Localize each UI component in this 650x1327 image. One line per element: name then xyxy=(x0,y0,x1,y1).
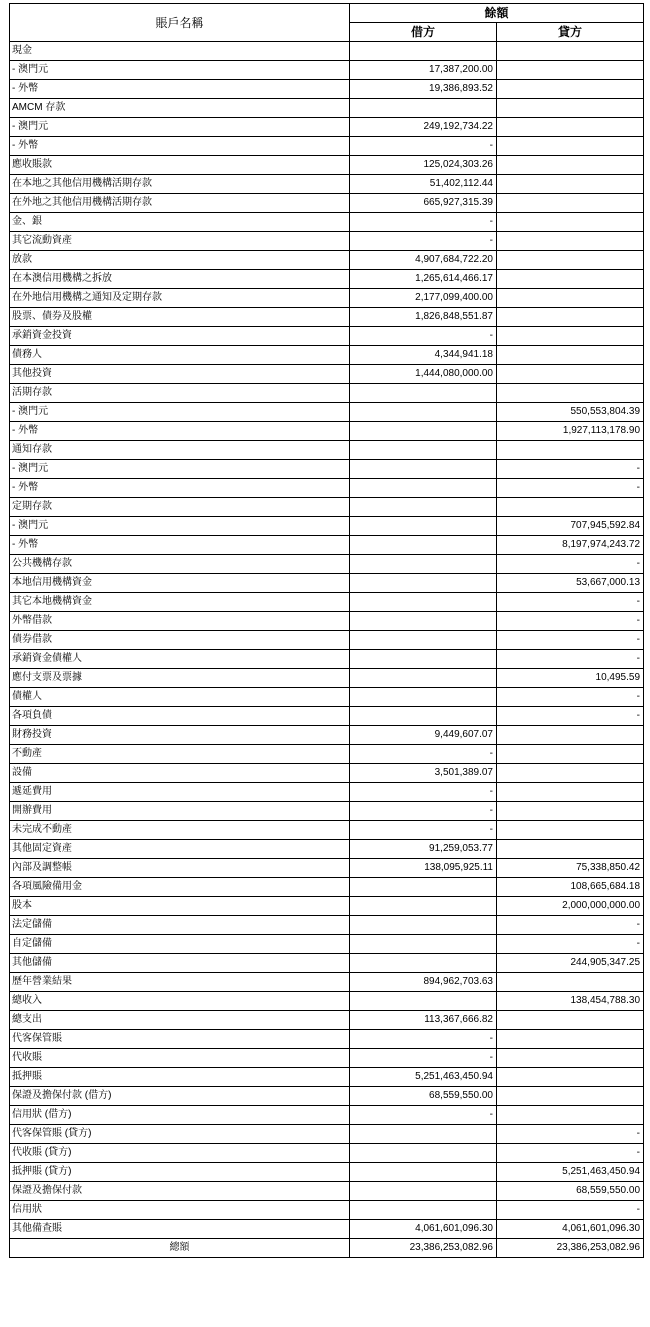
account-name-cell: 應付支票及票據 xyxy=(10,669,350,688)
table-row xyxy=(10,194,644,213)
debit-cell xyxy=(350,1144,497,1163)
account-name-cell: 定期存款 xyxy=(10,498,350,517)
table-row xyxy=(10,859,644,878)
account-name-cell: 財務投資 xyxy=(10,726,350,745)
table-row xyxy=(10,935,644,954)
debit-cell: - xyxy=(350,802,497,821)
table-row xyxy=(10,802,644,821)
debit-cell: 138,095,925.11 xyxy=(350,859,497,878)
credit-cell: - xyxy=(497,707,644,726)
table-row xyxy=(10,669,644,688)
account-name-cell: 總支出 xyxy=(10,1011,350,1030)
table-row xyxy=(10,555,644,574)
account-name-cell: 代收賬 (貸方) xyxy=(10,1144,350,1163)
account-name-cell: 其他備查賬 xyxy=(10,1220,350,1239)
credit-cell xyxy=(497,1106,644,1125)
debit-cell: - xyxy=(350,1106,497,1125)
credit-cell xyxy=(497,726,644,745)
credit-cell xyxy=(497,194,644,213)
account-name-cell: 抵押賬 xyxy=(10,1068,350,1087)
debit-cell xyxy=(350,688,497,707)
debit-cell: - xyxy=(350,821,497,840)
account-name-cell: 內部及調整帳 xyxy=(10,859,350,878)
account-name-cell: 保證及擔保付款 (借方) xyxy=(10,1087,350,1106)
credit-cell: - xyxy=(497,593,644,612)
table-row xyxy=(10,1011,644,1030)
credit-header: 貸方 xyxy=(497,23,644,42)
account-name-cell: - 外幣 xyxy=(10,479,350,498)
table-row xyxy=(10,1106,644,1125)
debit-cell xyxy=(350,669,497,688)
table-row xyxy=(10,1125,644,1144)
debit-cell: 665,927,315.39 xyxy=(350,194,497,213)
account-name-cell: - 澳門元 xyxy=(10,118,350,137)
debit-cell: 894,962,703.63 xyxy=(350,973,497,992)
credit-cell: 244,905,347.25 xyxy=(497,954,644,973)
credit-cell: - xyxy=(497,555,644,574)
table-row xyxy=(10,460,644,479)
credit-cell xyxy=(497,384,644,403)
account-name-cell: 設備 xyxy=(10,764,350,783)
table-row xyxy=(10,232,644,251)
debit-cell: 4,907,684,722.20 xyxy=(350,251,497,270)
table-row xyxy=(10,1049,644,1068)
table-row xyxy=(10,479,644,498)
account-name-cell: 其他儲備 xyxy=(10,954,350,973)
credit-cell xyxy=(497,232,644,251)
debit-cell xyxy=(350,479,497,498)
account-name-cell: 各項風險備用金 xyxy=(10,878,350,897)
total-credit: 23,386,253,082.96 xyxy=(497,1239,644,1258)
balance-header: 餘額 xyxy=(350,4,644,23)
credit-cell xyxy=(497,1011,644,1030)
credit-cell: - xyxy=(497,688,644,707)
debit-cell xyxy=(350,631,497,650)
account-name-cell: 股本 xyxy=(10,897,350,916)
account-name-cell: 保證及擔保付款 xyxy=(10,1182,350,1201)
table-row xyxy=(10,99,644,118)
credit-cell: 550,553,804.39 xyxy=(497,403,644,422)
account-name-cell: 其它本地機構資金 xyxy=(10,593,350,612)
table-row xyxy=(10,897,644,916)
debit-cell xyxy=(350,403,497,422)
account-name-cell: 承銷資金債權人 xyxy=(10,650,350,669)
debit-cell: 4,344,941.18 xyxy=(350,346,497,365)
debit-cell: 113,367,666.82 xyxy=(350,1011,497,1030)
table-row xyxy=(10,365,644,384)
table-row xyxy=(10,840,644,859)
account-name-cell: 歷年營業結果 xyxy=(10,973,350,992)
credit-cell: 8,197,974,243.72 xyxy=(497,536,644,555)
debit-cell xyxy=(350,916,497,935)
table-row xyxy=(10,327,644,346)
credit-cell xyxy=(497,1049,644,1068)
account-name-header: 賬戶名稱 xyxy=(10,4,350,42)
table-row xyxy=(10,1182,644,1201)
debit-cell: - xyxy=(350,1049,497,1068)
debit-cell: - xyxy=(350,1030,497,1049)
table-row xyxy=(10,403,644,422)
credit-cell xyxy=(497,441,644,460)
credit-cell xyxy=(497,80,644,99)
account-name-cell: 法定儲備 xyxy=(10,916,350,935)
account-name-cell: 在外地信用機構之通知及定期存款 xyxy=(10,289,350,308)
credit-cell xyxy=(497,764,644,783)
debit-cell: 4,061,601,096.30 xyxy=(350,1220,497,1239)
credit-cell: 5,251,463,450.94 xyxy=(497,1163,644,1182)
table-row xyxy=(10,422,644,441)
debit-cell: 19,386,893.52 xyxy=(350,80,497,99)
credit-cell xyxy=(497,213,644,232)
credit-cell xyxy=(497,99,644,118)
debit-cell xyxy=(350,536,497,555)
credit-cell xyxy=(497,821,644,840)
debit-cell: 1,826,848,551.87 xyxy=(350,308,497,327)
table-row xyxy=(10,764,644,783)
table-row xyxy=(10,289,644,308)
account-name-cell: 在本澳信用機構之拆放 xyxy=(10,270,350,289)
credit-cell xyxy=(497,42,644,61)
account-name-cell: 其它流動資產 xyxy=(10,232,350,251)
table-row xyxy=(10,992,644,1011)
debit-cell: 17,387,200.00 xyxy=(350,61,497,80)
table-row xyxy=(10,574,644,593)
table-row xyxy=(10,745,644,764)
credit-cell: - xyxy=(497,650,644,669)
account-name-cell: 自定儲備 xyxy=(10,935,350,954)
account-name-cell: - 外幣 xyxy=(10,137,350,156)
credit-cell xyxy=(497,156,644,175)
account-name-cell: 總收入 xyxy=(10,992,350,1011)
table-row xyxy=(10,973,644,992)
debit-cell xyxy=(350,441,497,460)
credit-cell: - xyxy=(497,935,644,954)
account-name-cell: 活期存款 xyxy=(10,384,350,403)
debit-cell: 51,402,112.44 xyxy=(350,175,497,194)
debit-cell xyxy=(350,1201,497,1220)
credit-cell: 138,454,788.30 xyxy=(497,992,644,1011)
balance-sheet-table xyxy=(9,3,644,1258)
debit-cell xyxy=(350,99,497,118)
account-name-cell: 放款 xyxy=(10,251,350,270)
debit-cell: - xyxy=(350,783,497,802)
credit-cell: - xyxy=(497,479,644,498)
account-name-cell: - 澳門元 xyxy=(10,460,350,479)
credit-cell xyxy=(497,1068,644,1087)
total-row xyxy=(10,1239,644,1258)
table-row xyxy=(10,1068,644,1087)
account-name-cell: 股票、債券及股權 xyxy=(10,308,350,327)
account-name-cell: 代收賬 xyxy=(10,1049,350,1068)
debit-cell xyxy=(350,593,497,612)
debit-cell: 1,265,614,466.17 xyxy=(350,270,497,289)
account-name-cell: 通知存款 xyxy=(10,441,350,460)
debit-cell: 9,449,607.07 xyxy=(350,726,497,745)
debit-cell: 68,559,550.00 xyxy=(350,1087,497,1106)
debit-cell: - xyxy=(350,137,497,156)
table-row xyxy=(10,821,644,840)
debit-cell: 91,259,053.77 xyxy=(350,840,497,859)
credit-cell xyxy=(497,802,644,821)
credit-cell: - xyxy=(497,460,644,479)
table-row xyxy=(10,726,644,745)
table-row xyxy=(10,783,644,802)
account-name-cell: - 澳門元 xyxy=(10,403,350,422)
total-debit: 23,386,253,082.96 xyxy=(350,1239,497,1258)
account-name-cell: 外幣借款 xyxy=(10,612,350,631)
credit-cell: - xyxy=(497,1144,644,1163)
table-row xyxy=(10,1030,644,1049)
debit-cell: 125,024,303.26 xyxy=(350,156,497,175)
account-name-cell: 本地信用機構資金 xyxy=(10,574,350,593)
credit-cell xyxy=(497,175,644,194)
total-label: 總額 xyxy=(10,1239,350,1258)
credit-cell xyxy=(497,783,644,802)
debit-cell: - xyxy=(350,232,497,251)
debit-cell: 5,251,463,450.94 xyxy=(350,1068,497,1087)
credit-cell xyxy=(497,327,644,346)
table-row xyxy=(10,1201,644,1220)
table-row xyxy=(10,707,644,726)
table-row xyxy=(10,137,644,156)
debit-cell: 2,177,099,400.00 xyxy=(350,289,497,308)
credit-cell xyxy=(497,346,644,365)
credit-cell: - xyxy=(497,631,644,650)
account-name-cell: - 外幣 xyxy=(10,80,350,99)
account-name-cell: - 澳門元 xyxy=(10,517,350,536)
account-name-cell: 信用狀 (借方) xyxy=(10,1106,350,1125)
debit-cell: - xyxy=(350,327,497,346)
account-name-cell: 債務人 xyxy=(10,346,350,365)
debit-cell xyxy=(350,897,497,916)
table-row xyxy=(10,213,644,232)
table-row xyxy=(10,156,644,175)
credit-cell: 707,945,592.84 xyxy=(497,517,644,536)
table-row xyxy=(10,308,644,327)
credit-cell: 10,495.59 xyxy=(497,669,644,688)
account-name-cell: - 外幣 xyxy=(10,536,350,555)
debit-cell xyxy=(350,707,497,726)
credit-cell xyxy=(497,308,644,327)
account-name-cell: 在本地之其他信用機構活期存款 xyxy=(10,175,350,194)
credit-cell: 108,665,684.18 xyxy=(497,878,644,897)
account-name-cell: - 澳門元 xyxy=(10,61,350,80)
debit-cell xyxy=(350,992,497,1011)
account-name-cell: 各項負債 xyxy=(10,707,350,726)
account-name-cell: 抵押賬 (貸方) xyxy=(10,1163,350,1182)
credit-cell: 1,927,113,178.90 xyxy=(497,422,644,441)
account-name-cell: 在外地之其他信用機構活期存款 xyxy=(10,194,350,213)
credit-cell xyxy=(497,498,644,517)
account-name-cell: 債券借款 xyxy=(10,631,350,650)
table-row xyxy=(10,270,644,289)
debit-cell: 1,444,080,000.00 xyxy=(350,365,497,384)
table-row xyxy=(10,251,644,270)
table-body xyxy=(10,42,644,1239)
table-row xyxy=(10,916,644,935)
credit-cell xyxy=(497,61,644,80)
account-name-cell: 開辦費用 xyxy=(10,802,350,821)
table-row xyxy=(10,80,644,99)
account-name-cell: 代客保管賬 xyxy=(10,1030,350,1049)
table-row xyxy=(10,878,644,897)
credit-cell xyxy=(497,270,644,289)
table-row xyxy=(10,517,644,536)
credit-cell xyxy=(497,365,644,384)
account-name-cell: 現金 xyxy=(10,42,350,61)
credit-cell: - xyxy=(497,1201,644,1220)
credit-cell: 2,000,000,000.00 xyxy=(497,897,644,916)
table-row xyxy=(10,61,644,80)
debit-cell xyxy=(350,935,497,954)
account-name-cell: 代客保管賬 (貸方) xyxy=(10,1125,350,1144)
table-row xyxy=(10,1220,644,1239)
account-name-cell: 應收賬款 xyxy=(10,156,350,175)
table-row xyxy=(10,441,644,460)
debit-cell xyxy=(350,384,497,403)
credit-cell xyxy=(497,137,644,156)
debit-cell xyxy=(350,42,497,61)
table-row xyxy=(10,631,644,650)
account-name-cell: 公共機構存款 xyxy=(10,555,350,574)
table-row xyxy=(10,1144,644,1163)
table-row xyxy=(10,593,644,612)
debit-cell xyxy=(350,498,497,517)
debit-cell xyxy=(350,1163,497,1182)
account-name-cell: 承銷資金投資 xyxy=(10,327,350,346)
credit-cell xyxy=(497,745,644,764)
account-name-cell: 遞延費用 xyxy=(10,783,350,802)
table-row xyxy=(10,1087,644,1106)
table-row xyxy=(10,118,644,137)
account-name-cell: AMCM 存款 xyxy=(10,99,350,118)
credit-cell xyxy=(497,118,644,137)
table-row xyxy=(10,42,644,61)
account-name-cell: 債權人 xyxy=(10,688,350,707)
account-name-cell: 不動產 xyxy=(10,745,350,764)
credit-cell: - xyxy=(497,612,644,631)
debit-cell xyxy=(350,517,497,536)
table-row xyxy=(10,650,644,669)
credit-cell xyxy=(497,973,644,992)
debit-cell xyxy=(350,555,497,574)
debit-cell xyxy=(350,1182,497,1201)
debit-cell: - xyxy=(350,213,497,232)
debit-header: 借方 xyxy=(350,23,497,42)
credit-cell xyxy=(497,840,644,859)
debit-cell xyxy=(350,878,497,897)
account-name-cell: 其他投資 xyxy=(10,365,350,384)
credit-cell xyxy=(497,1030,644,1049)
debit-cell: 249,192,734.22 xyxy=(350,118,497,137)
table-row xyxy=(10,612,644,631)
debit-cell xyxy=(350,460,497,479)
table-row xyxy=(10,346,644,365)
debit-cell xyxy=(350,422,497,441)
account-name-cell: 未完成不動產 xyxy=(10,821,350,840)
table-row xyxy=(10,175,644,194)
credit-cell: 75,338,850.42 xyxy=(497,859,644,878)
table-row xyxy=(10,954,644,973)
debit-cell xyxy=(350,1125,497,1144)
account-name-cell: 信用狀 xyxy=(10,1201,350,1220)
table-row xyxy=(10,688,644,707)
table-row xyxy=(10,384,644,403)
credit-cell xyxy=(497,289,644,308)
credit-cell: - xyxy=(497,1125,644,1144)
table-row xyxy=(10,498,644,517)
debit-cell: - xyxy=(350,745,497,764)
credit-cell: 53,667,000.13 xyxy=(497,574,644,593)
credit-cell: 4,061,601,096.30 xyxy=(497,1220,644,1239)
debit-cell xyxy=(350,650,497,669)
debit-cell xyxy=(350,954,497,973)
debit-cell: 3,501,389.07 xyxy=(350,764,497,783)
credit-cell xyxy=(497,1087,644,1106)
table-row xyxy=(10,536,644,555)
account-name-cell: 其他固定資產 xyxy=(10,840,350,859)
credit-cell: 68,559,550.00 xyxy=(497,1182,644,1201)
table-header xyxy=(10,4,644,42)
account-name-cell: - 外幣 xyxy=(10,422,350,441)
credit-cell xyxy=(497,251,644,270)
credit-cell: - xyxy=(497,916,644,935)
debit-cell xyxy=(350,574,497,593)
table-row xyxy=(10,1163,644,1182)
account-name-cell: 金、銀 xyxy=(10,213,350,232)
debit-cell xyxy=(350,612,497,631)
